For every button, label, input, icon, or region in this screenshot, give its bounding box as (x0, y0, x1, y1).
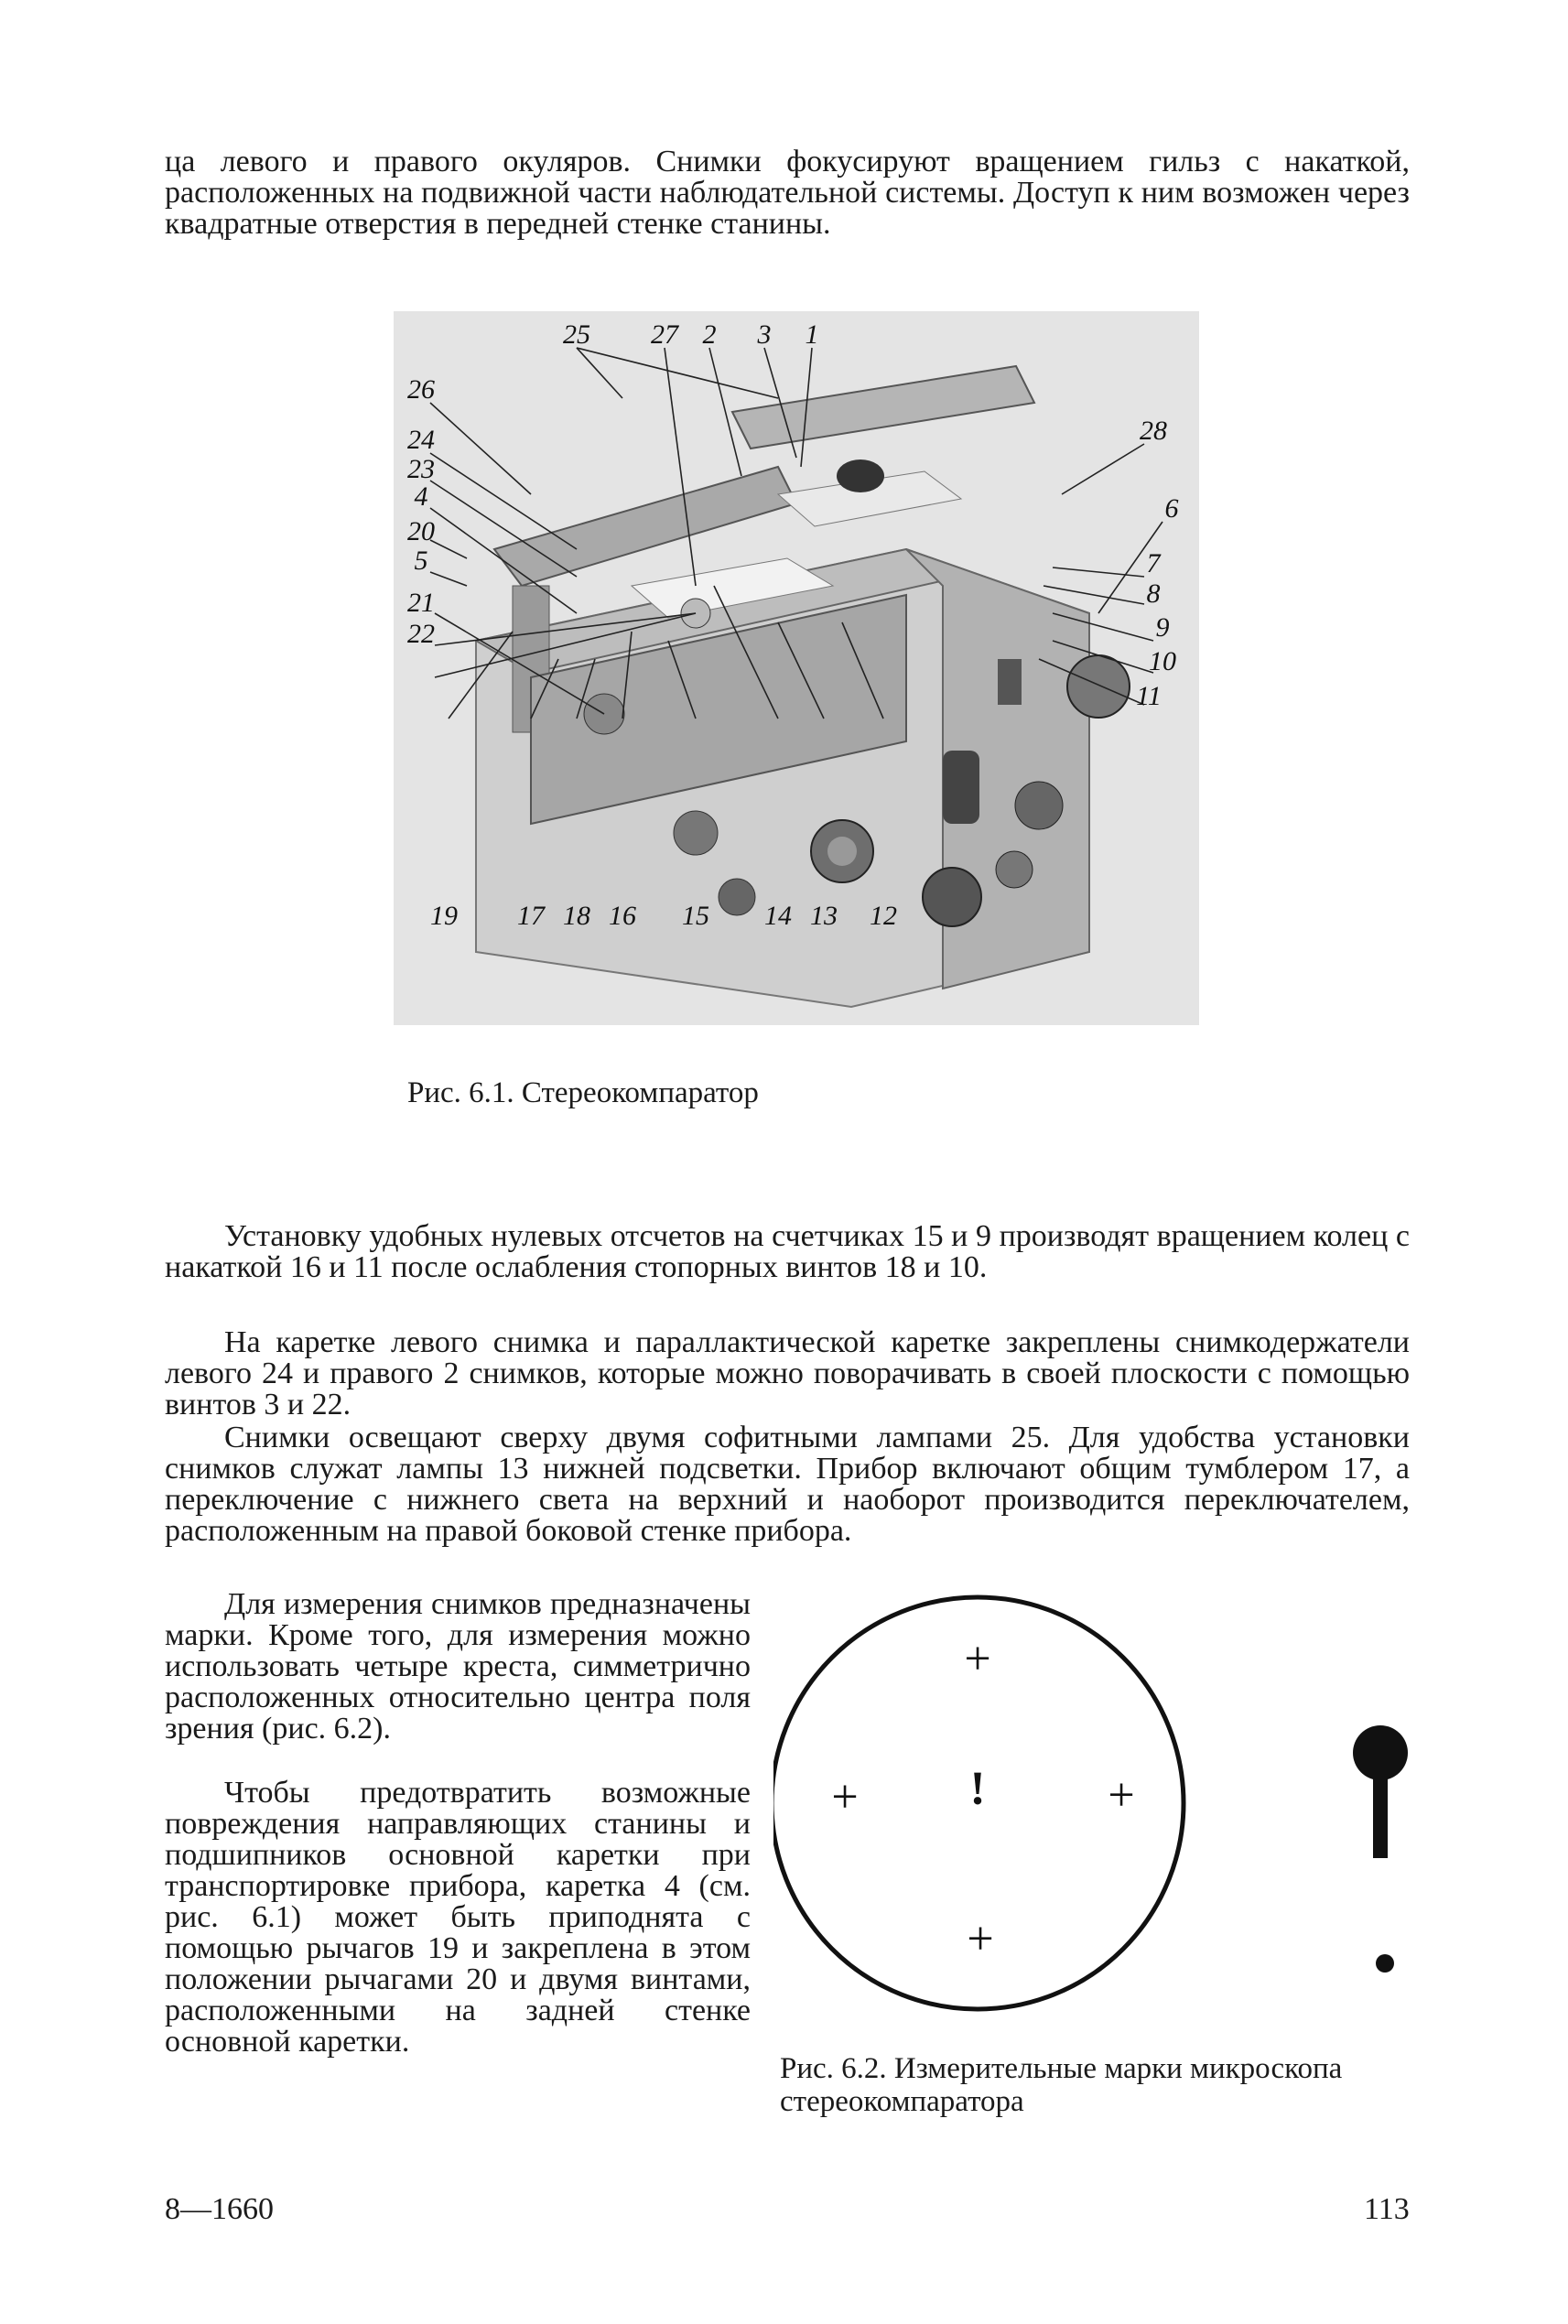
left-column-paragraph-1: Для измерения снимков предназначены марки. Кроме того, для измерения можно использовать четыре креста, симметрично расположенных относительно центра поля зрения (рис. 6.2). (165, 1587, 751, 1746)
callout-28: 28 (1140, 416, 1167, 446)
callout-27: 27 (651, 319, 678, 350)
callout-21: 21 (407, 588, 435, 618)
callout-25: 25 (563, 319, 590, 350)
figure-6-2-caption: Рис. 6.2. Измерительные марки микроскопа стереокомпаратора (780, 2052, 1343, 2118)
callout-4: 4 (414, 481, 428, 512)
left-column-paragraph-2: Чтобы предотвратить возможные повреждения направляющих станины и подшипников основной каретки при транспортировке прибора, каретка 4 (см. рис. 6.1) может быть приподнята с помощью рычагов 19 и закреплена в этом положении рычагами 20 и двумя винтами, расположенными на задней стенке основной каретки. (165, 1776, 751, 2059)
callout-20: 20 (407, 516, 435, 546)
center-mark: ! (969, 1763, 986, 1815)
callout-12: 12 (870, 901, 897, 931)
callout-14: 14 (764, 901, 792, 931)
callout-1: 1 (805, 319, 819, 350)
cross-top: + (964, 1633, 991, 1685)
callout-24: 24 (407, 425, 435, 455)
cross-bottom: + (967, 1913, 994, 1965)
callout-5: 5 (414, 546, 428, 576)
cross-left: + (831, 1771, 859, 1823)
dot-mark (1376, 1954, 1394, 1973)
callout-13: 13 (810, 901, 838, 931)
cross-right: + (1108, 1769, 1135, 1821)
stereocomparator-illustration (394, 311, 1199, 1025)
paragraph-3: Снимки освещают сверху двумя софитными лампами 25. Для удобства установки снимков служат лампы 13 нижней подсветки. Прибор включают общим тумблером 17, а переключение с нижнего света на верхний и наоборот производится переключателем, расположенным на правой боковой стенке прибора. (165, 1421, 1410, 1548)
keyhole-mark-stem (1373, 1762, 1388, 1858)
callout-18: 18 (563, 901, 590, 931)
callout-19: 19 (430, 901, 458, 931)
callout-3: 3 (757, 319, 772, 350)
callout-10: 10 (1149, 646, 1176, 676)
printer-signature: 8—1660 (165, 2192, 274, 2226)
callout-16: 16 (609, 901, 636, 931)
paragraph-1: Установку удобных нулевых отсчетов на счетчиках 15 и 9 производят вращением колец с накаткой 16 и 11 после ослабления стопорных винтов 18 и 10. (165, 1219, 1410, 1284)
callout-15: 15 (682, 901, 709, 931)
callout-8: 8 (1146, 578, 1161, 609)
measuring-marks-diagram (773, 1588, 1414, 2018)
callout-7: 7 (1146, 548, 1161, 578)
callout-9: 9 (1155, 612, 1170, 643)
callout-2: 2 (702, 319, 717, 350)
callout-22: 22 (407, 619, 435, 649)
callout-26: 26 (407, 374, 435, 405)
callout-17: 17 (517, 901, 545, 931)
stereocomparator-photo (394, 311, 1199, 1025)
top-paragraph: ца левого и правого окуляров. Снимки фокусируют вращением гильз с накаткой, расположенных на подвижной части наблюдательной системы. Доступ к ним возможен через квадратные отверстия в передней стенке станины. (165, 145, 1410, 241)
page-number: 113 (1364, 2192, 1410, 2226)
callout-6: 6 (1164, 493, 1179, 524)
callout-23: 23 (407, 454, 435, 484)
figure-6-1-caption: Рис. 6.1. Стереокомпаратор (407, 1076, 759, 1109)
paragraph-2: На каретке левого снимка и параллактической каретке закреплены снимкодержатели левого 24 и правого 2 снимков, которые можно поворачивать в своей плоскости с помощью винтов 3 и 22. (165, 1325, 1410, 1421)
callout-11: 11 (1136, 681, 1162, 711)
